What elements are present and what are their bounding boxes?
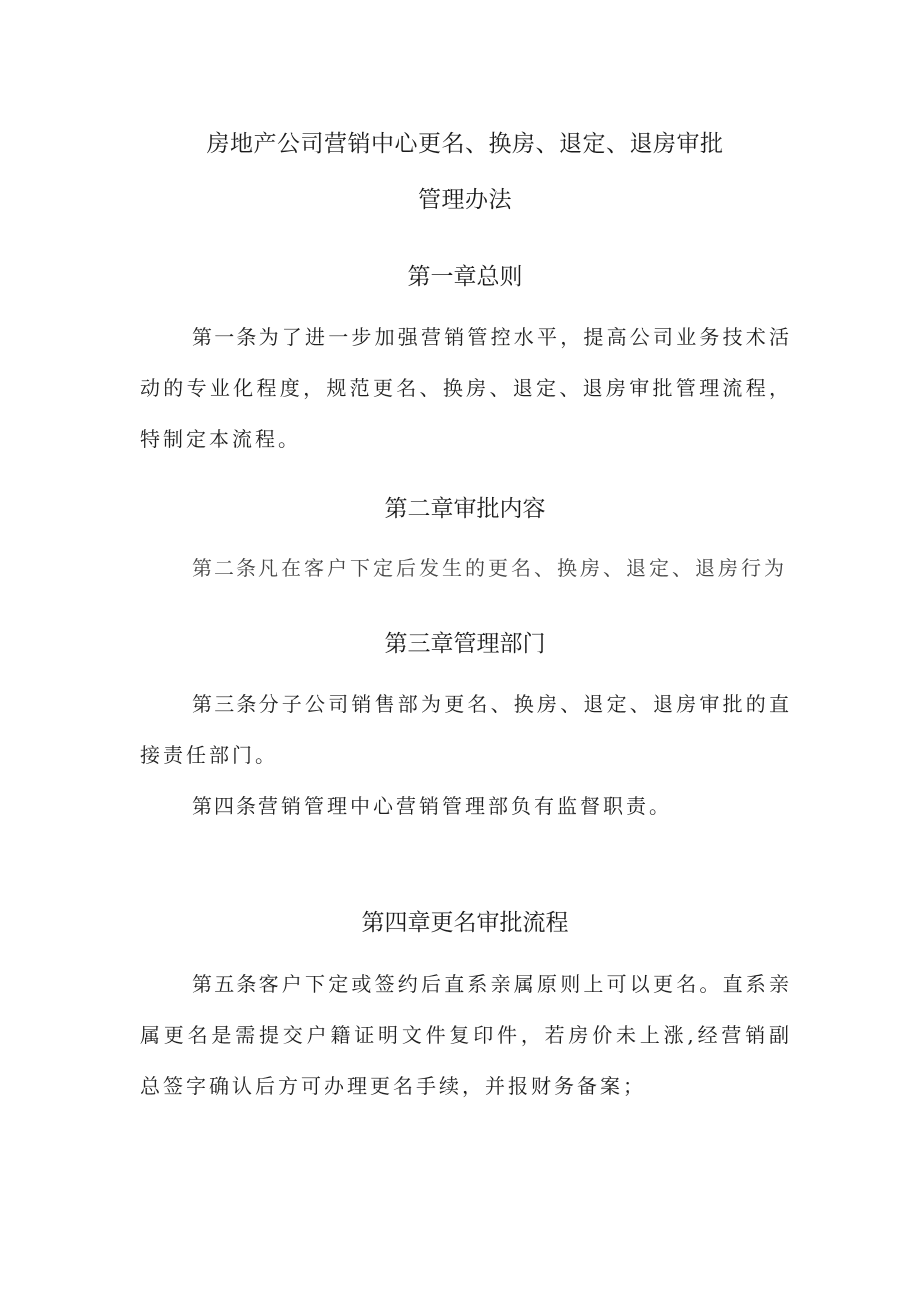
- article-5: [140, 959, 792, 1112]
- article-text: 为了进一步加强营销管控水平，提高公司业务技术活动的专业化程度，规范更名、换房、退定、退房审批管理流程，特制定本流程。: [140, 325, 793, 451]
- article-text: 客户下定或签约后直系亲属原则上可以更名。直系亲属更名是需提交户籍证明文件复印件，若房价未上涨,经营销副总签字确认后方可办理更名手续，并报财务备案；: [140, 972, 793, 1098]
- chapter-heading-3: 第三章管理部门: [384, 631, 546, 657]
- article-label: 第一条: [192, 325, 259, 349]
- article-2: [140, 543, 792, 594]
- article-1: [140, 312, 792, 465]
- article-label: 第二条: [192, 556, 258, 580]
- document-title-line2: 管理办法: [418, 187, 512, 213]
- article-label: 第五条: [192, 972, 259, 996]
- chapter-heading-4: 第四章更名审批流程: [361, 910, 569, 936]
- article-3: [140, 679, 792, 781]
- document-title-line1: 房地产公司营销中心更名、换房、退定、退房审批: [206, 131, 724, 157]
- article-label: 第三条: [192, 692, 259, 716]
- article-text: 分子公司销售部为更名、换房、退定、退房审批的直接责任部门。: [140, 692, 793, 767]
- article-4: [140, 781, 792, 832]
- chapter-heading-1: 第一章总则: [407, 264, 523, 290]
- chapter-heading-2: 第二章审批内容: [384, 496, 546, 522]
- article-text: 营销管理中心营销管理部负有监督职责。: [258, 794, 672, 818]
- article-text: 凡在客户下定后发生的更名、换房、退定、退房行为: [258, 556, 787, 580]
- article-label: 第四条: [192, 794, 258, 818]
